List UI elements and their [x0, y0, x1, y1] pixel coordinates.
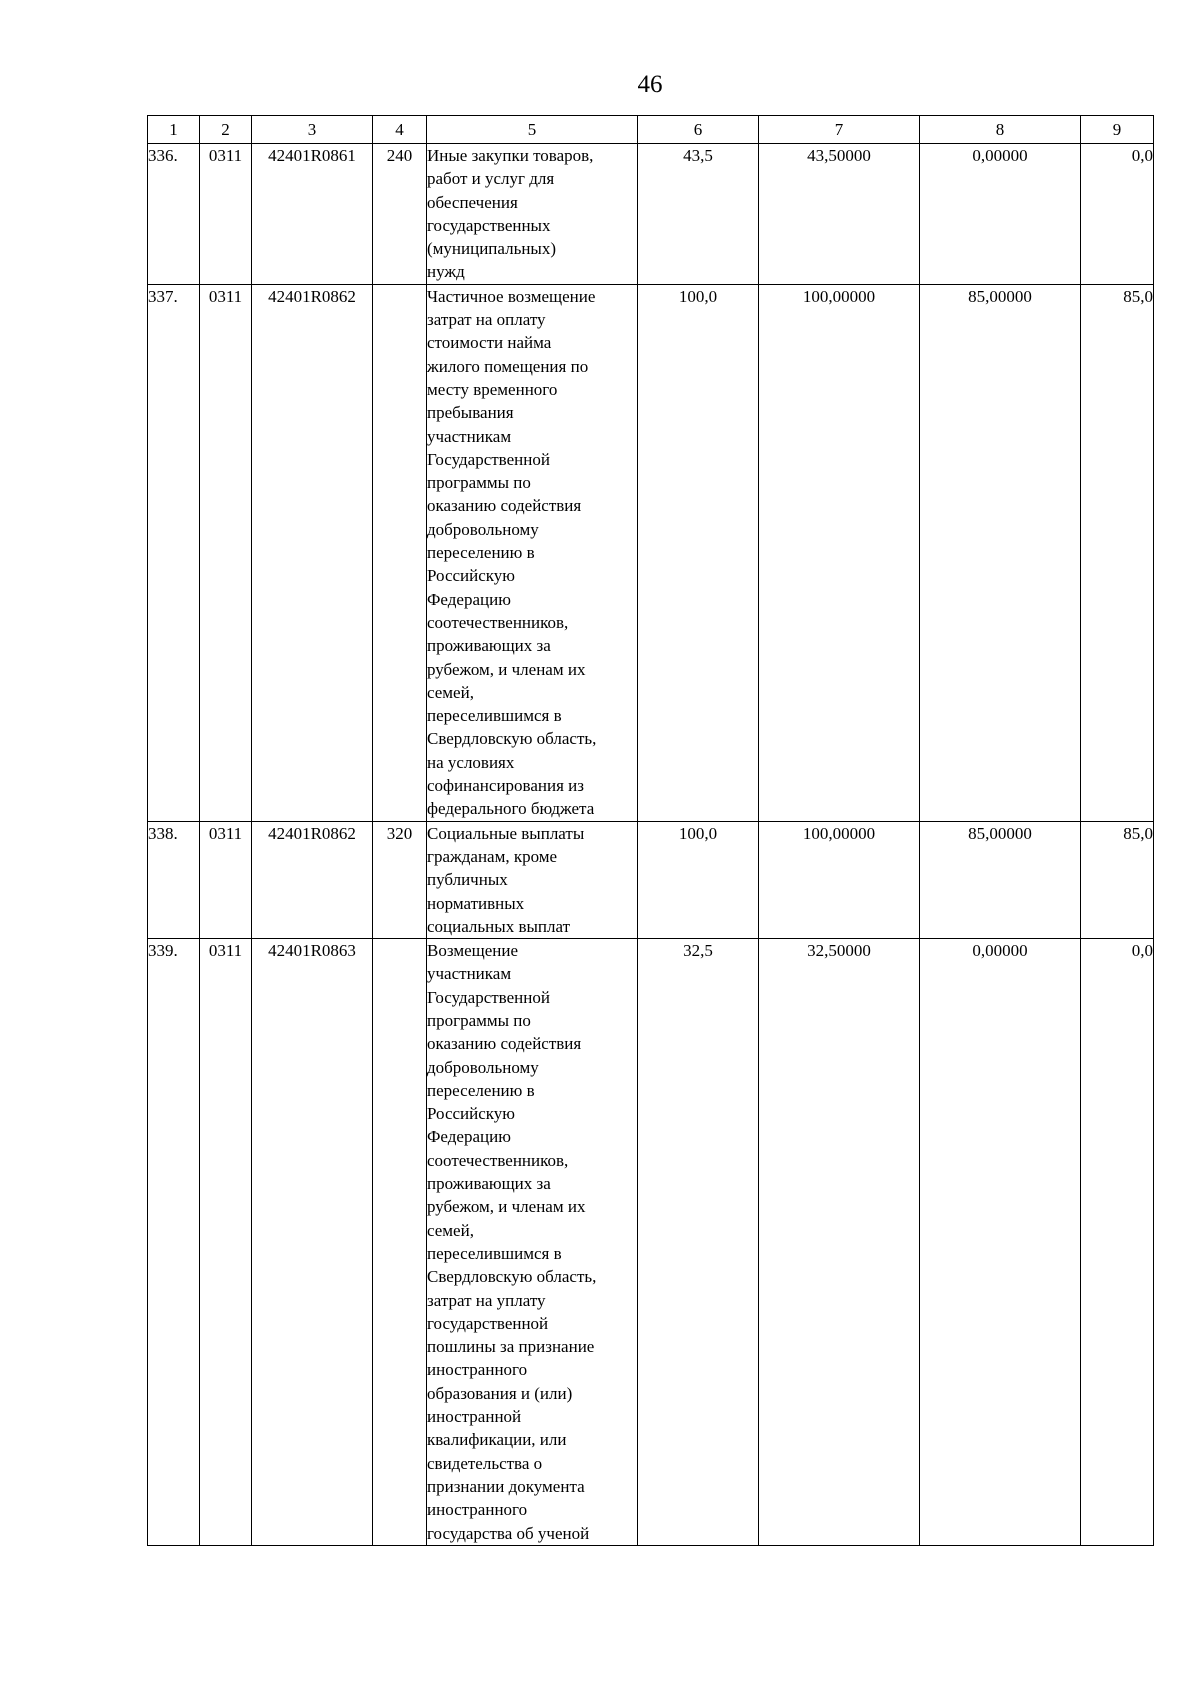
value-col6: 32,5 — [638, 939, 759, 1546]
value-col7: 100,00000 — [759, 284, 920, 821]
item-description: Частичное возмещение затрат на оплату стоимости найма жилого помещения по месту временного пребывания участникам Государственной программы по оказанию содействия добровольному переселению в Российскую Федерацию соотечественников, проживающих за рубежом, и членам их семей, переселившимся в Свердловскую область, на условиях софинансирования из федерального бюджета — [427, 284, 638, 821]
header-cell-9: 9 — [1081, 116, 1154, 144]
value-col7: 100,00000 — [759, 821, 920, 938]
value-col8: 0,00000 — [920, 939, 1081, 1546]
section-code: 0311 — [200, 821, 252, 938]
target-article-code: 42401R0862 — [252, 284, 373, 821]
table-row — [148, 821, 1154, 938]
item-description: Социальные выплаты гражданам, кроме публичных нормативных социальных выплат — [427, 821, 638, 938]
value-col9: 85,0 — [1081, 284, 1154, 821]
header-cell-7: 7 — [759, 116, 920, 144]
target-article-code: 42401R0861 — [252, 144, 373, 285]
value-col9: 0,0 — [1081, 939, 1154, 1546]
value-col8: 0,00000 — [920, 144, 1081, 285]
header-cell-4: 4 — [373, 116, 427, 144]
section-code: 0311 — [200, 939, 252, 1546]
value-col8: 85,00000 — [920, 821, 1081, 938]
expense-type-code: 320 — [373, 821, 427, 938]
table-row — [148, 144, 1154, 285]
header-cell-6: 6 — [638, 116, 759, 144]
header-row — [148, 116, 1154, 144]
expense-type-code — [373, 284, 427, 821]
row-number: 337. — [148, 284, 200, 821]
header-cell-1: 1 — [148, 116, 200, 144]
value-col9: 0,0 — [1081, 144, 1154, 285]
expense-type-code: 240 — [373, 144, 427, 285]
header-cell-2: 2 — [200, 116, 252, 144]
budget-table — [147, 115, 1154, 1546]
section-code: 0311 — [200, 284, 252, 821]
value-col6: 100,0 — [638, 284, 759, 821]
table-row — [148, 284, 1154, 821]
value-col6: 100,0 — [638, 821, 759, 938]
item-description: Иные закупки товаров, работ и услуг для обеспечения государственных (муниципальных) нужд — [427, 144, 638, 285]
row-number: 338. — [148, 821, 200, 938]
row-number: 336. — [148, 144, 200, 285]
value-col9: 85,0 — [1081, 821, 1154, 938]
section-code: 0311 — [200, 144, 252, 285]
page-number: 46 — [637, 71, 663, 98]
row-number: 339. — [148, 939, 200, 1546]
value-col7: 43,50000 — [759, 144, 920, 285]
target-article-code: 42401R0863 — [252, 939, 373, 1546]
value-col6: 43,5 — [638, 144, 759, 285]
value-col7: 32,50000 — [759, 939, 920, 1546]
expense-type-code — [373, 939, 427, 1546]
table-row — [148, 939, 1154, 1546]
header-cell-3: 3 — [252, 116, 373, 144]
item-description: Возмещение участникам Государственной программы по оказанию содействия добровольному переселению в Российскую Федерацию соотечественников, проживающих за рубежом, и членам их семей, переселившимся в Свердловскую область, затрат на уплату государственной пошлины за признание иностранного образования и (или) иностранной квалификации, или свидетельства о признании документа иностранного государства об ученой — [427, 939, 638, 1546]
target-article-code: 42401R0862 — [252, 821, 373, 938]
header-cell-5: 5 — [427, 116, 638, 144]
header-cell-8: 8 — [920, 116, 1081, 144]
value-col8: 85,00000 — [920, 284, 1081, 821]
